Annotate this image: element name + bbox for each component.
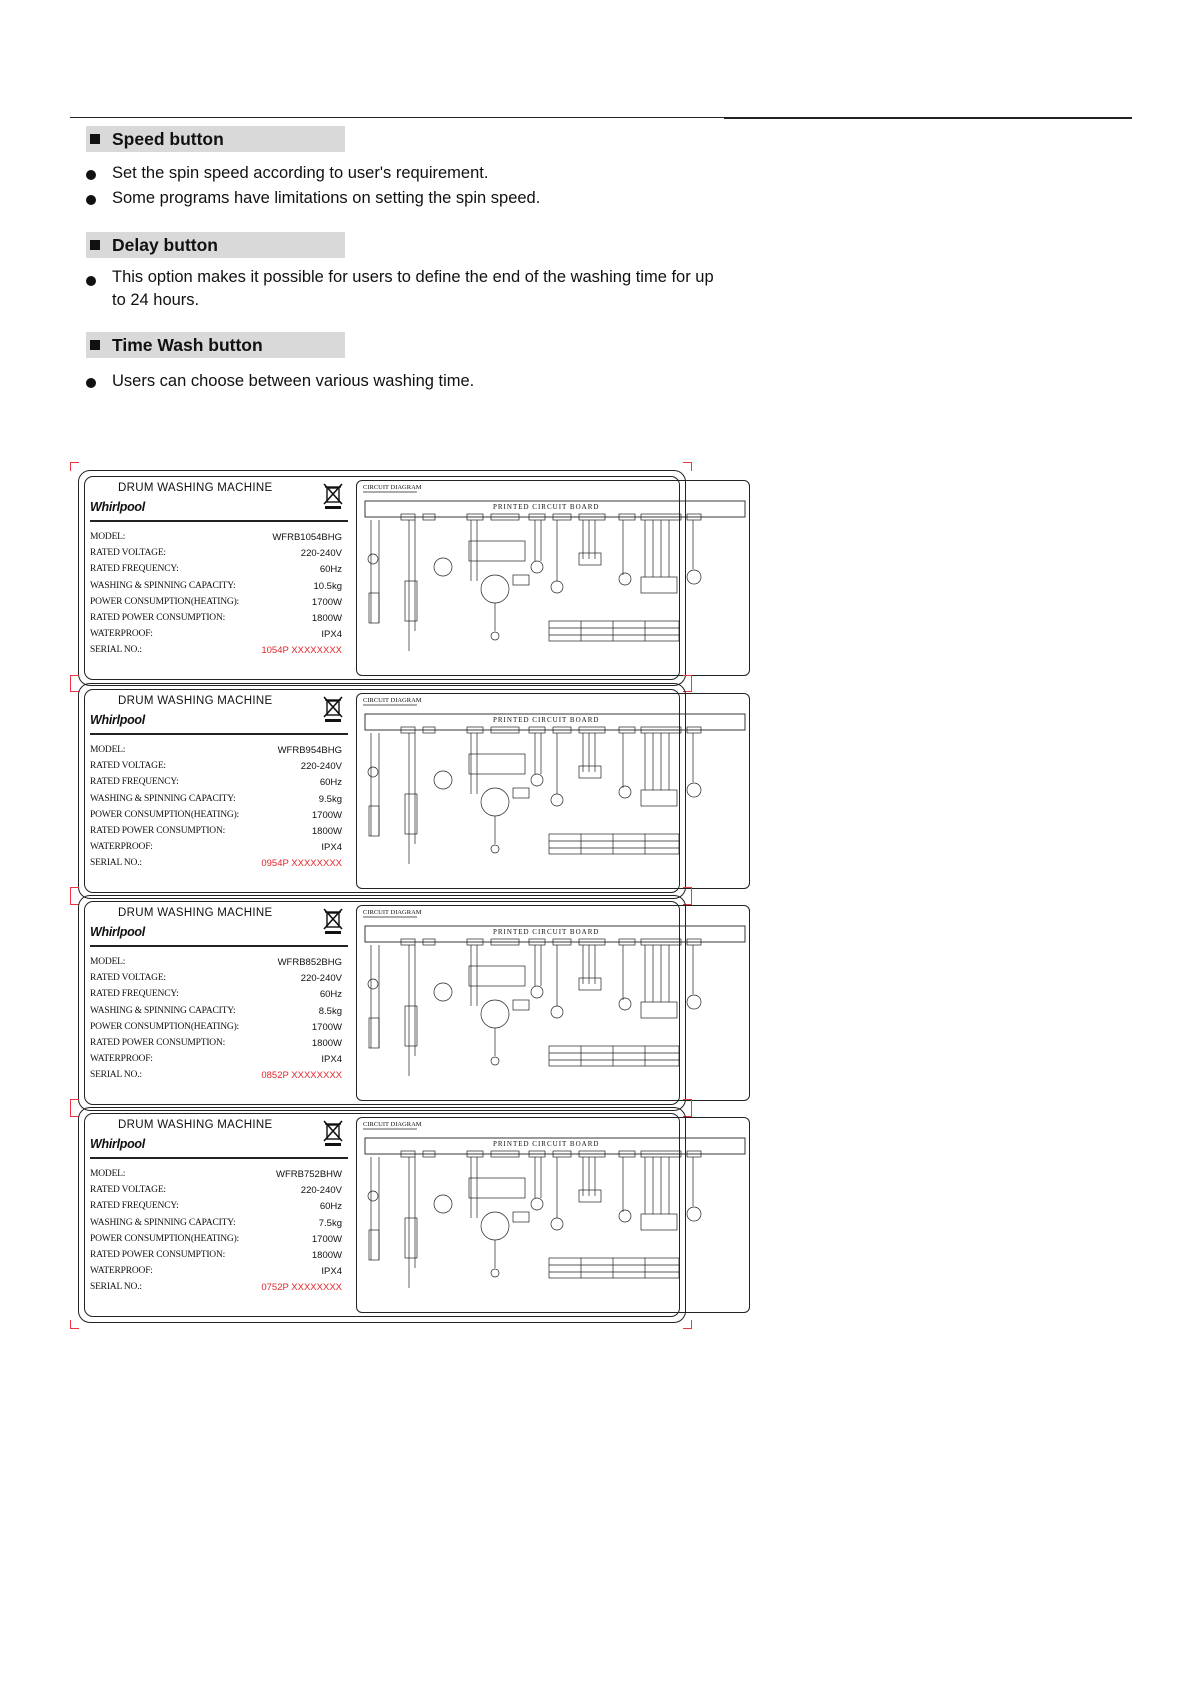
spec-row bbox=[90, 629, 342, 645]
spec-key: MODEL: bbox=[90, 532, 126, 542]
spec-key: SERIAL NO.: bbox=[90, 645, 142, 656]
spec-key: RATED FREQUENCY: bbox=[90, 777, 179, 788]
bullet-dot-icon bbox=[86, 378, 96, 388]
spec-value: 1800W bbox=[311, 826, 342, 837]
spec-row bbox=[90, 581, 342, 597]
spec-row bbox=[90, 777, 342, 793]
spec-row bbox=[90, 858, 342, 874]
spec-row bbox=[90, 645, 342, 661]
spec-row bbox=[90, 1185, 342, 1201]
circuit-diagram bbox=[356, 1117, 750, 1313]
circuit-diagram bbox=[356, 693, 750, 889]
spec-row bbox=[90, 1006, 342, 1022]
spec-row bbox=[90, 1070, 342, 1086]
circuit-diagram bbox=[356, 480, 750, 676]
nameplate-label bbox=[74, 466, 686, 686]
spec-key: RATED FREQUENCY: bbox=[90, 564, 179, 575]
spec-row bbox=[90, 973, 342, 989]
spec-key: WASHING & SPINNING CAPACITY: bbox=[90, 1005, 236, 1016]
spec-value: 1054P XXXXXXXX bbox=[261, 645, 342, 657]
spec-key: RATED VOLTAGE: bbox=[90, 761, 166, 772]
pcb-title: PRINTED CIRCUIT BOARD bbox=[493, 928, 600, 936]
plate-title: DRUM WASHING MACHINE bbox=[118, 695, 273, 707]
circuit-schematic bbox=[357, 1118, 751, 1314]
pcb-title: PRINTED CIRCUIT BOARD bbox=[493, 503, 600, 511]
spec-value: WFRB954BHG bbox=[277, 745, 342, 756]
spec-row bbox=[90, 761, 342, 777]
rating-spec-panel bbox=[88, 905, 350, 1101]
spec-value: 1800W bbox=[311, 1250, 342, 1261]
nameplate-label bbox=[74, 1103, 686, 1323]
spec-value: 220-240V bbox=[300, 1185, 342, 1197]
weee-crossed-bin-icon bbox=[322, 1119, 344, 1147]
spec-key: WATERPROOF: bbox=[90, 629, 153, 640]
circuit-schematic bbox=[357, 694, 751, 890]
spec-value: 220-240V bbox=[300, 548, 342, 560]
spec-key: MODEL: bbox=[90, 745, 126, 755]
spec-value: 60Hz bbox=[319, 777, 342, 789]
spec-value: 1700W bbox=[311, 1021, 342, 1033]
list-item: This option makes it possible for users to define the end of the washing time for up to 24 hours. bbox=[86, 266, 726, 314]
spec-row bbox=[90, 826, 342, 842]
bullet-dot-icon bbox=[86, 170, 96, 180]
spec-value: WFRB752BHW bbox=[276, 1169, 342, 1180]
circuit-schematic bbox=[357, 906, 751, 1102]
spec-key: MODEL: bbox=[90, 957, 126, 967]
spec-key: POWER CONSUMPTION(HEATING): bbox=[90, 1233, 239, 1244]
spec-row bbox=[90, 989, 342, 1005]
spec-row bbox=[90, 613, 342, 629]
rating-spec-panel bbox=[88, 480, 350, 676]
nameplate-label bbox=[74, 891, 686, 1111]
spec-key: WATERPROOF: bbox=[90, 842, 153, 853]
list-item: Set the spin speed according to user's requirement. bbox=[86, 162, 726, 185]
spec-key: SERIAL NO.: bbox=[90, 858, 142, 869]
spec-row bbox=[90, 1282, 342, 1298]
list-item: Users can choose between various washing time. bbox=[86, 370, 726, 393]
circuit-diagram-title: CIRCUIT DIAGRAM bbox=[363, 697, 422, 704]
spec-row bbox=[90, 1022, 342, 1038]
spec-value: 1700W bbox=[311, 596, 342, 608]
spec-key: RATED FREQUENCY: bbox=[90, 989, 179, 1000]
rating-spec-panel bbox=[88, 693, 350, 889]
spec-key: RATED VOLTAGE: bbox=[90, 973, 166, 984]
spec-row bbox=[90, 842, 342, 858]
spec-value: 60Hz bbox=[319, 1201, 342, 1213]
header-rule-right bbox=[724, 117, 1132, 119]
spec-key: SERIAL NO.: bbox=[90, 1282, 142, 1293]
circuit-diagram-title: CIRCUIT DIAGRAM bbox=[363, 484, 422, 491]
spec-value: 220-240V bbox=[300, 973, 342, 985]
square-bullet-icon bbox=[90, 240, 100, 250]
spec-key: RATED POWER CONSUMPTION: bbox=[90, 826, 226, 836]
section-heading-speed: Speed button bbox=[86, 126, 345, 152]
spec-key: RATED VOLTAGE: bbox=[90, 548, 166, 559]
plate-title: DRUM WASHING MACHINE bbox=[118, 482, 273, 494]
spec-key: POWER CONSUMPTION(HEATING): bbox=[90, 596, 239, 607]
spec-value: IPX4 bbox=[321, 1054, 342, 1066]
bullet-dot-icon bbox=[86, 195, 96, 205]
weee-crossed-bin-icon bbox=[322, 907, 344, 935]
spec-row bbox=[90, 1218, 342, 1234]
spec-value: IPX4 bbox=[321, 1266, 342, 1278]
spec-value: 1700W bbox=[311, 1233, 342, 1245]
weee-crossed-bin-icon bbox=[322, 482, 344, 510]
brand-logo: Whirlpool bbox=[90, 925, 145, 939]
spec-value: 0954P XXXXXXXX bbox=[261, 858, 342, 870]
spec-key: RATED POWER CONSUMPTION: bbox=[90, 1250, 226, 1260]
section-heading-time-wash: Time Wash button bbox=[86, 332, 345, 358]
pcb-title: PRINTED CIRCUIT BOARD bbox=[493, 716, 600, 724]
spec-key: POWER CONSUMPTION(HEATING): bbox=[90, 809, 239, 820]
spec-key: MODEL: bbox=[90, 1169, 126, 1179]
spec-row bbox=[90, 532, 342, 548]
square-bullet-icon bbox=[90, 340, 100, 350]
pcb-title: PRINTED CIRCUIT BOARD bbox=[493, 1140, 600, 1148]
spec-value: 7.5kg bbox=[318, 1217, 342, 1229]
spec-value: 1800W bbox=[311, 1038, 342, 1049]
plate-title: DRUM WASHING MACHINE bbox=[118, 907, 273, 919]
spec-value: 10.5kg bbox=[313, 580, 342, 592]
spec-value: 1800W bbox=[311, 613, 342, 624]
spec-row bbox=[90, 1038, 342, 1054]
spec-key: WASHING & SPINNING CAPACITY: bbox=[90, 1217, 236, 1228]
circuit-schematic bbox=[357, 481, 751, 677]
spec-value: 0852P XXXXXXXX bbox=[261, 1070, 342, 1082]
list-item: Some programs have limitations on setting the spin speed. bbox=[86, 187, 726, 210]
circuit-diagram-title: CIRCUIT DIAGRAM bbox=[363, 1121, 422, 1128]
spec-value: WFRB852BHG bbox=[277, 957, 342, 968]
spec-value: 0752P XXXXXXXX bbox=[261, 1282, 342, 1294]
spec-key: WASHING & SPINNING CAPACITY: bbox=[90, 580, 236, 591]
circuit-diagram-title: CIRCUIT DIAGRAM bbox=[363, 909, 422, 916]
bullet-dot-icon bbox=[86, 276, 96, 286]
spec-row bbox=[90, 745, 342, 761]
spec-value: 8.5kg bbox=[318, 1005, 342, 1017]
spec-row bbox=[90, 957, 342, 973]
spec-row bbox=[90, 548, 342, 564]
spec-value: IPX4 bbox=[321, 629, 342, 641]
spec-row bbox=[90, 810, 342, 826]
spec-key: WATERPROOF: bbox=[90, 1266, 153, 1277]
spec-key: RATED POWER CONSUMPTION: bbox=[90, 613, 226, 623]
spec-key: POWER CONSUMPTION(HEATING): bbox=[90, 1021, 239, 1032]
section-heading-delay: Delay button bbox=[86, 232, 345, 258]
spec-value: 220-240V bbox=[300, 761, 342, 773]
spec-row bbox=[90, 1169, 342, 1185]
plate-title: DRUM WASHING MACHINE bbox=[118, 1119, 273, 1131]
rating-spec-panel bbox=[88, 1117, 350, 1313]
weee-crossed-bin-icon bbox=[322, 695, 344, 723]
spec-row bbox=[90, 1201, 342, 1217]
spec-key: SERIAL NO.: bbox=[90, 1070, 142, 1081]
spec-row bbox=[90, 1266, 342, 1282]
spec-row bbox=[90, 1250, 342, 1266]
spec-row bbox=[90, 1234, 342, 1250]
spec-value: 9.5kg bbox=[318, 793, 342, 805]
spec-value: 60Hz bbox=[319, 989, 342, 1001]
spec-row bbox=[90, 794, 342, 810]
nameplate-label bbox=[74, 679, 686, 899]
brand-logo: Whirlpool bbox=[90, 1137, 145, 1151]
spec-value: IPX4 bbox=[321, 842, 342, 854]
brand-logo: Whirlpool bbox=[90, 500, 145, 514]
spec-key: RATED FREQUENCY: bbox=[90, 1201, 179, 1212]
spec-key: WASHING & SPINNING CAPACITY: bbox=[90, 793, 236, 804]
spec-key: WATERPROOF: bbox=[90, 1054, 153, 1065]
brand-logo: Whirlpool bbox=[90, 713, 145, 727]
spec-row bbox=[90, 564, 342, 580]
spec-value: WFRB1054BHG bbox=[272, 532, 342, 543]
spec-value: 60Hz bbox=[319, 564, 342, 576]
spec-row bbox=[90, 597, 342, 613]
spec-key: RATED POWER CONSUMPTION: bbox=[90, 1038, 226, 1048]
circuit-diagram bbox=[356, 905, 750, 1101]
header-rule-left bbox=[70, 117, 724, 118]
spec-key: RATED VOLTAGE: bbox=[90, 1185, 166, 1196]
spec-value: 1700W bbox=[311, 809, 342, 821]
spec-row bbox=[90, 1054, 342, 1070]
square-bullet-icon bbox=[90, 134, 100, 144]
